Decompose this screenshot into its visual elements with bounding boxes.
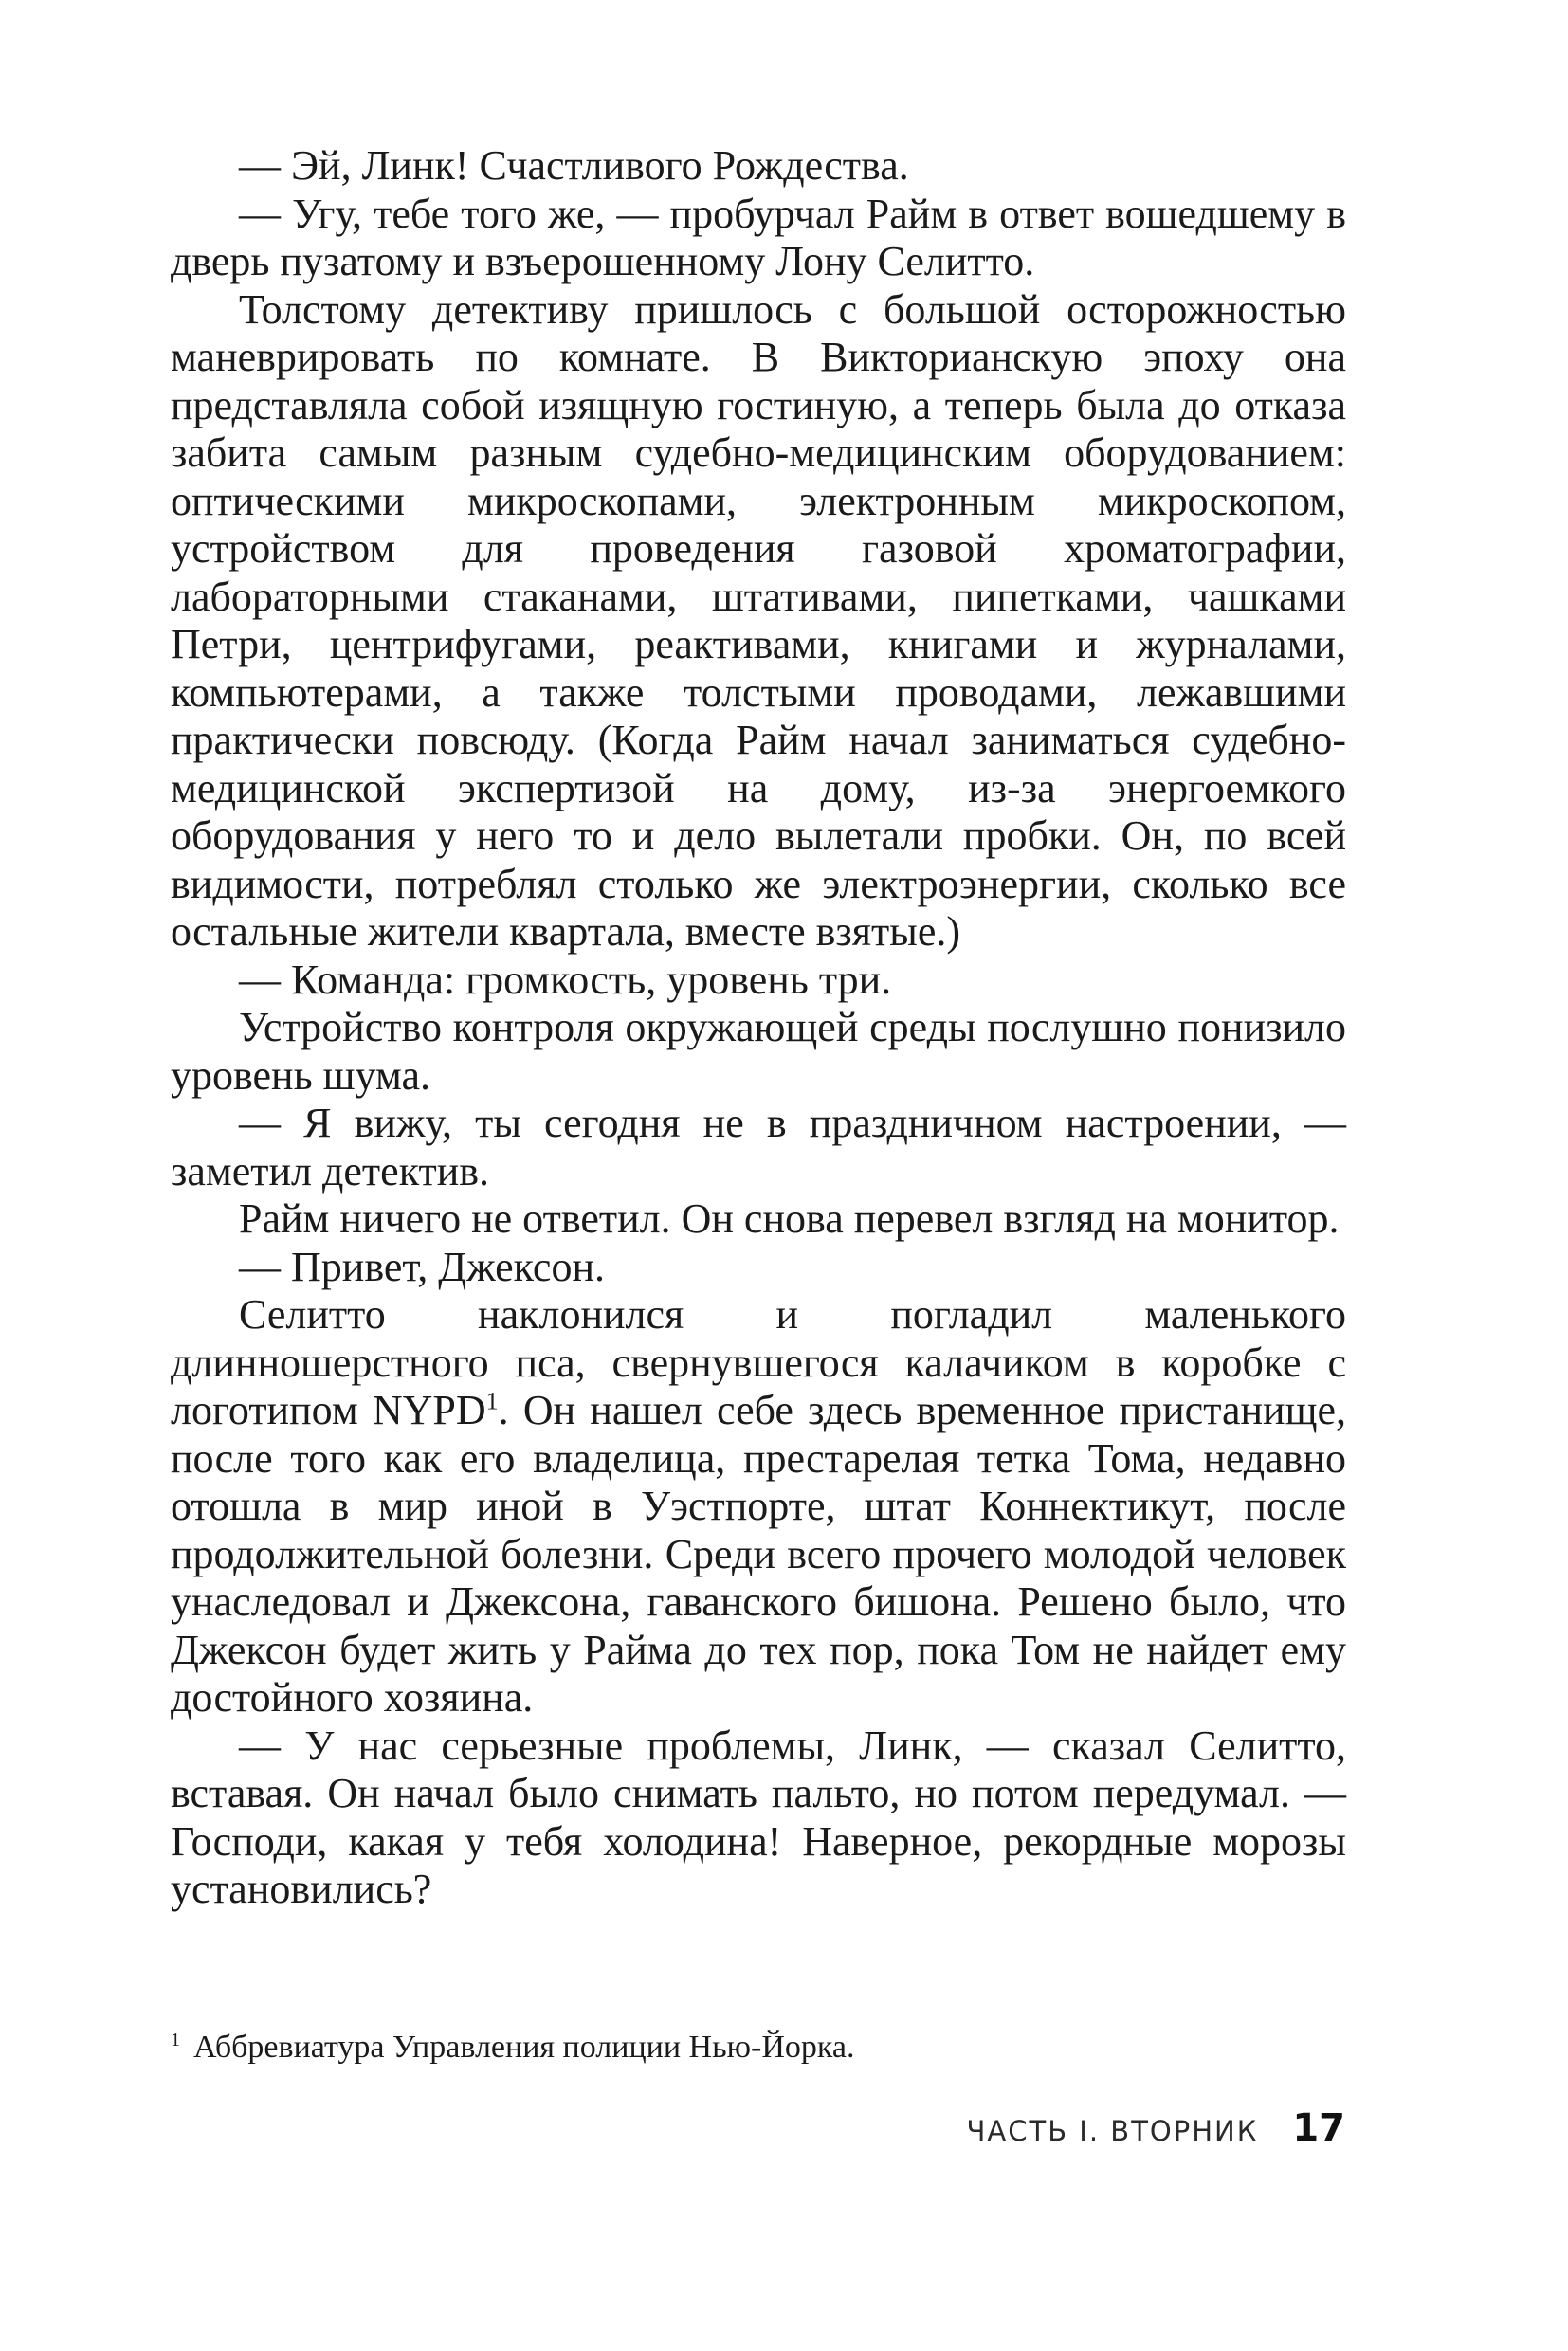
page-number: 17 [1292,2106,1345,2150]
footnote-text: Аббревиатура Управления полиции Нью-Йорка. [193,2030,855,2065]
footnote-reference[interactable]: 1 [485,1387,499,1415]
paragraph-2: — Угу, тебе того же, — пробурчал Райм в ответ вошедшему в дверь пузатому и взъерошенному Лону Селитто. [171,190,1346,284]
paragraph-4: — Команда: громкость, уровень три. [239,956,892,1003]
running-footer [967,2106,1345,2150]
paragraph-1: — Эй, Линк! Счастливого Рождества. [239,142,909,189]
paragraph-7: Райм ничего не ответил. Он снова перевел взгляд на монитор. [239,1195,1340,1242]
paragraph-6: — Я вижу, ты сегодня не в праздничном настроении, — заметил детектив. [171,1100,1346,1194]
footnote [171,2027,1346,2069]
paragraph-10: — У нас серьезные проблемы, Линк, — сказал Селитто, вставая. Он начал было снимать пальто, но потом передумал. — Господи, какая у тебя холодина! Наверное, рекордные морозы установились? [171,1722,1346,1912]
paragraph-9-start: Селитто наклонился и погладил маленького длинношерстного пса, свернувшегося калачиком в коробке с логотипом NYPD [171,1291,1346,1433]
paragraph-8: — Привет, Джексон. [239,1243,606,1290]
paragraph-9 [171,1291,1346,1722]
paragraph-5: Устройство контроля окружающей среды послушно понизило уровень шума. [171,1004,1346,1099]
footnote-number: 1 [171,2029,180,2050]
section-title: ЧАСТЬ I. ВТОРНИК [966,2115,1259,2147]
main-text [171,142,1346,1914]
paragraph-3: Толстому детективу пришлось с большой осторожностью маневрировать по комнате. В Викторианскую эпоху она представляла собой изящную гостиную, а теперь была до отказа забита самым разным судебно-медицинским оборудованием: оптическими микроскопами, электронным микроскопом, устройством для проведения газовой хроматографии, лабораторными стаканами, штативами, пипетками, чашками Петри, центрифугами, реактивами, книгами и журналами, компьютерами, а также толстыми проводами, лежавшими практически повсюду. (Когда Райм начал заниматься судебно-медицинской экспертизой на дому, из-за энергоемкого оборудования у него то и дело вылетали пробки. Он, по всей видимости, потреблял столько же электроэнергии, сколько все остальные жители квартала, вместе взятые.) [171,285,1346,955]
paragraph-9-rest: . Он нашел себе здесь временное пристанище, после того как его владелица, престарелая тетка Тома, недавно отошла в мир иной в Уэстпорте, штат Коннектикут, после продолжительной болезни. Среди всего прочего молодой человек унаследовал и Джексона, гаванского бишона. Решено было, что Джексон будет жить у Райма до тех пор, пока Том не найдет ему достойного хозяина. [171,1387,1346,1721]
